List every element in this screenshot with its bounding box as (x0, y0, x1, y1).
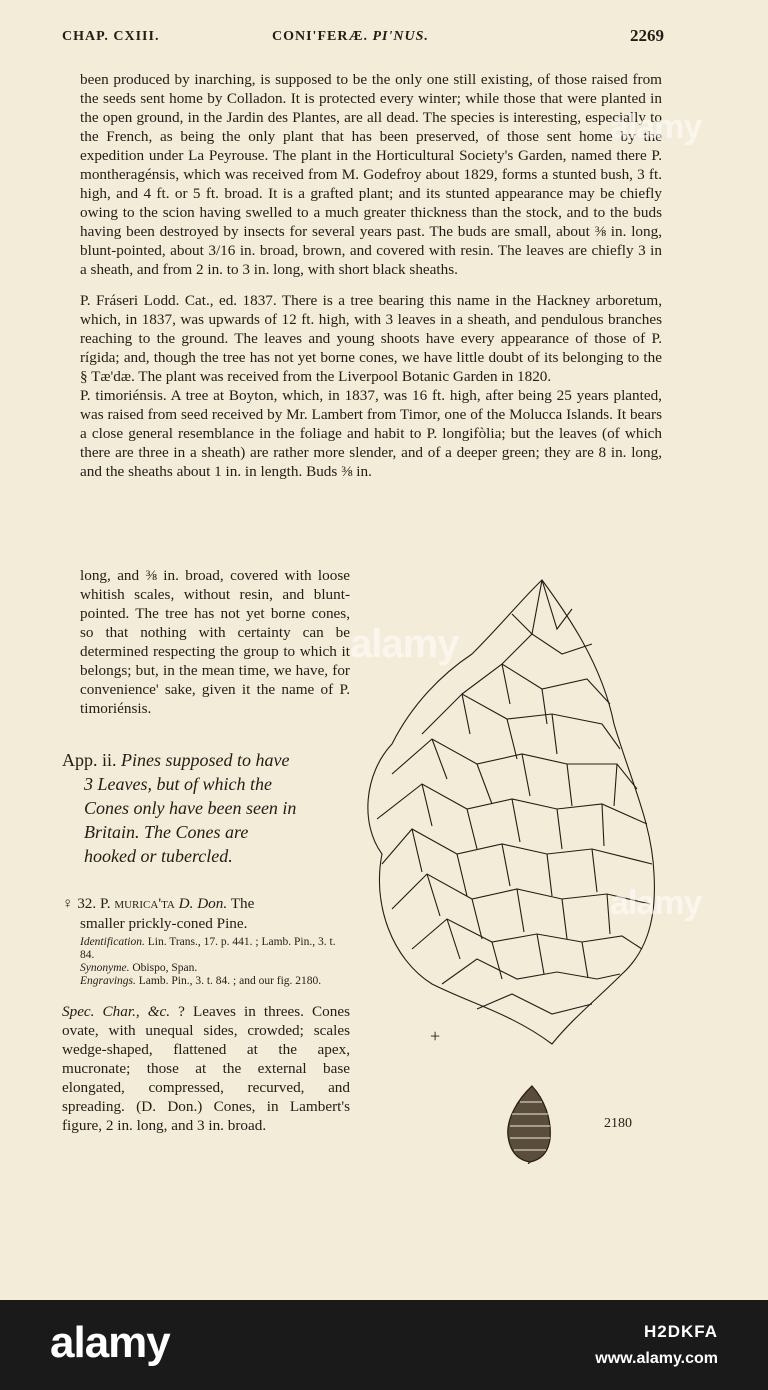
figure-number: 2180 (604, 1116, 632, 1131)
chapter-label: CHAP. CXIII. (62, 29, 160, 44)
stock-footer (0, 1300, 768, 1390)
paragraph-1: been produced by inarching, is supposed to be the only one still existing, of those raised from the seeds sent home by Colladon. It is protected every winter; while those that were planted in the open ground, in the Jardin des Plantes, are all dead. The species is interesting, especially to the French, as being the only plant that has been preserved, of those sent home by the expedition under La Peyrouse. The plant in the Horticultural Society's Garden, named there P. montheragénsis, which was received from M. Godefroy about 1829, forms a stunted bush, 3 ft. high, and 4 ft. or 5 ft. broad. It is a grafted plant; and its stunted appearance may be chiefly owing to the scion having swelled to a much greater thickness than the stock, and to the buds having been destroyed by insects for several years past. The buds are small, about ⅜ in. long, blunt-pointed, about 3/16 in. broad, brown, and covered with resin. The leaves are chiefly 3 in a sheath, and from 2 in. to 3 in. long, with short black sheaths. (80, 71, 662, 278)
paragraph-3 (80, 386, 662, 481)
page-number: 2269 (630, 26, 664, 45)
species-author: D. Don. (178, 895, 228, 912)
appendix-line-5: hooked or tubercled. (84, 846, 233, 866)
species-common-name: smaller prickly-coned Pine. (80, 915, 248, 932)
small-pine-cone-illustration (502, 1084, 558, 1164)
appendix-line-2: 3 Leaves, but of which the (84, 774, 272, 794)
appendix-line-3: Cones only have been seen in (84, 798, 297, 818)
left-column (62, 566, 350, 1135)
species-common-pre: The (230, 895, 255, 912)
family-label: CONI'FERÆ. (272, 29, 368, 44)
spec-char-label: Spec. Char., &c. (62, 1003, 171, 1020)
paragraph-3-text: A tree at Boyton, which, in 1837, was 16 ft. high, after being 25 years planted, was raised from seed received by Mr. Lambert from Timor, one of the Molucca Islands. It bears a close general resemblance in the foliage and habit to P. longifòlia; but the leaves (of which there are three in a sheath) are rather more slender, and of a deeper green; they are 8 in. long, and the sheaths about 1 in. in length. Buds ⅜ in. (80, 387, 662, 480)
species-heading (62, 894, 350, 934)
genus-label: PI'NUS. (372, 29, 429, 44)
synonyme-label: Synonyme. (80, 962, 130, 974)
image-code: H2DKFA (643, 1322, 718, 1341)
footer-url: www.alamy.com (595, 1350, 718, 1367)
watermark: alamy (610, 108, 702, 146)
engravings-line (80, 975, 321, 987)
synonyme-line (80, 962, 197, 974)
engravings-value: Lamb. Pin., 3. t. 84. ; and our fig. 2180. (138, 975, 322, 987)
appendix-number: App. ii. (62, 750, 117, 770)
paragraph-2 (80, 291, 662, 386)
paragraph-2-title: P. Fráseri Lodd. Cat., ed. 1837. (80, 292, 277, 309)
species-metadata (62, 936, 350, 988)
synonyme-value: Obispo, Span. (132, 962, 198, 974)
figure-mark: + (430, 1026, 441, 1046)
paragraph-3-title: P. timoriénsis. (80, 387, 167, 404)
engravings-label: Engravings. (80, 975, 136, 987)
alamy-logo: alamy (50, 1318, 170, 1367)
identification-line (80, 936, 336, 961)
main-text (80, 70, 662, 481)
paragraph-3-continued: long, and ⅜ in. broad, covered with loose whitish scales, without resin, and blunt-pointed. The tree has not yet borne cones, so that nothing with certainty can be determined respecting the group to which it belongs; but, in the mean time, we have, for convenience' sake, given it the name of P. timoriénsis. (80, 567, 350, 717)
family-genus-label (272, 29, 429, 45)
running-header (62, 26, 664, 48)
specific-character (62, 1002, 350, 1135)
appendix-line-4: Britain. The Cones are (84, 822, 249, 842)
identification-label: Identification. (80, 936, 145, 948)
species-name: P. muricа'ta (99, 895, 175, 912)
paragraph-2-text: There is a tree bearing this name in the Hackney arboretum, which, in 1837, was upwards of 12 ft. high, with 3 leaves in a sheath, and pendulous branches reaching to the ground. The leaves and young shoots have every appearance of those of P. rígida; and, though the tree has not yet borne cones, we have little doubt of its belonging to the § Tæ'dæ. The plant was received from the Liverpool Botanic Garden in 1820. (80, 292, 663, 385)
identification-value: Lin. Trans., 17. p. 441. ; Lamb. Pin., 3. t. 84. (80, 936, 336, 961)
spec-char-text: ? Leaves in threes. Cones ovate, with unequal sides, crowded; scales wedge-shaped, flattened at the apex, mucronate; those at the external base elongated, compressed, recurved, and spreading. (D. Don.) Cones, in Lambert's figure, 2 in. long, and 3 in. broad. (62, 1003, 350, 1134)
watermark: alamy (350, 622, 459, 666)
appendix-line-1: Pines supposed to have (121, 750, 290, 770)
species-mark: ♀ 32. (62, 895, 97, 912)
watermark: alamy (610, 884, 702, 922)
appendix-heading (62, 748, 350, 868)
